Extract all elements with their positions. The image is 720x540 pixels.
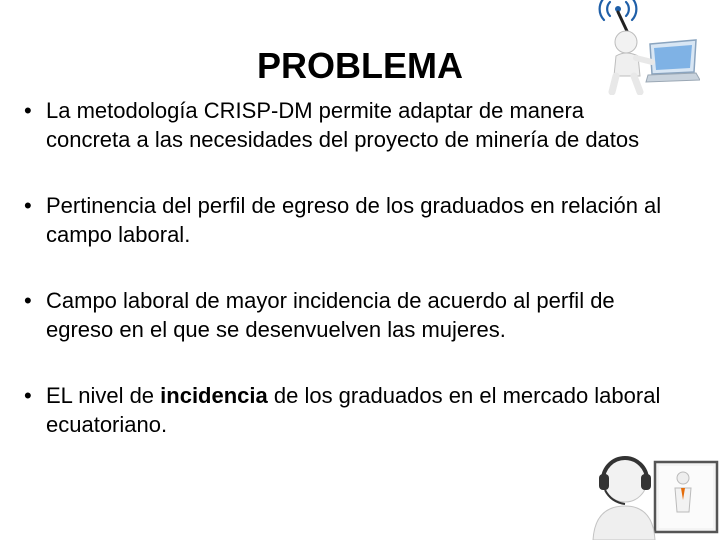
- bullet-item: [24, 381, 664, 439]
- bullet-item: • Pertinencia del perfil de egreso de los graduados en relación al campo laboral.: [24, 191, 664, 249]
- bullet-item: • La metodología CRISP-DM permite adaptar de manera concreta a las necesidades del proyecto de minería de datos: [24, 96, 664, 154]
- bullet-item: • Campo laboral de mayor incidencia de acuerdo al perfil de egreso en el que se desenvuelven las mujeres.: [24, 286, 664, 344]
- headset-person-screen-icon: [585, 440, 720, 540]
- bullet-text-part: de los graduados en el mercado laboral ecuatoriano.: [46, 383, 661, 437]
- wifi-person-laptop-icon: [590, 0, 700, 95]
- slide-title: PROBLEMA: [257, 45, 463, 86]
- bullet-list: [24, 96, 664, 439]
- bullet-text-emphasis: incidencia: [160, 383, 268, 408]
- bullet-text-part: EL nivel de: [46, 383, 161, 408]
